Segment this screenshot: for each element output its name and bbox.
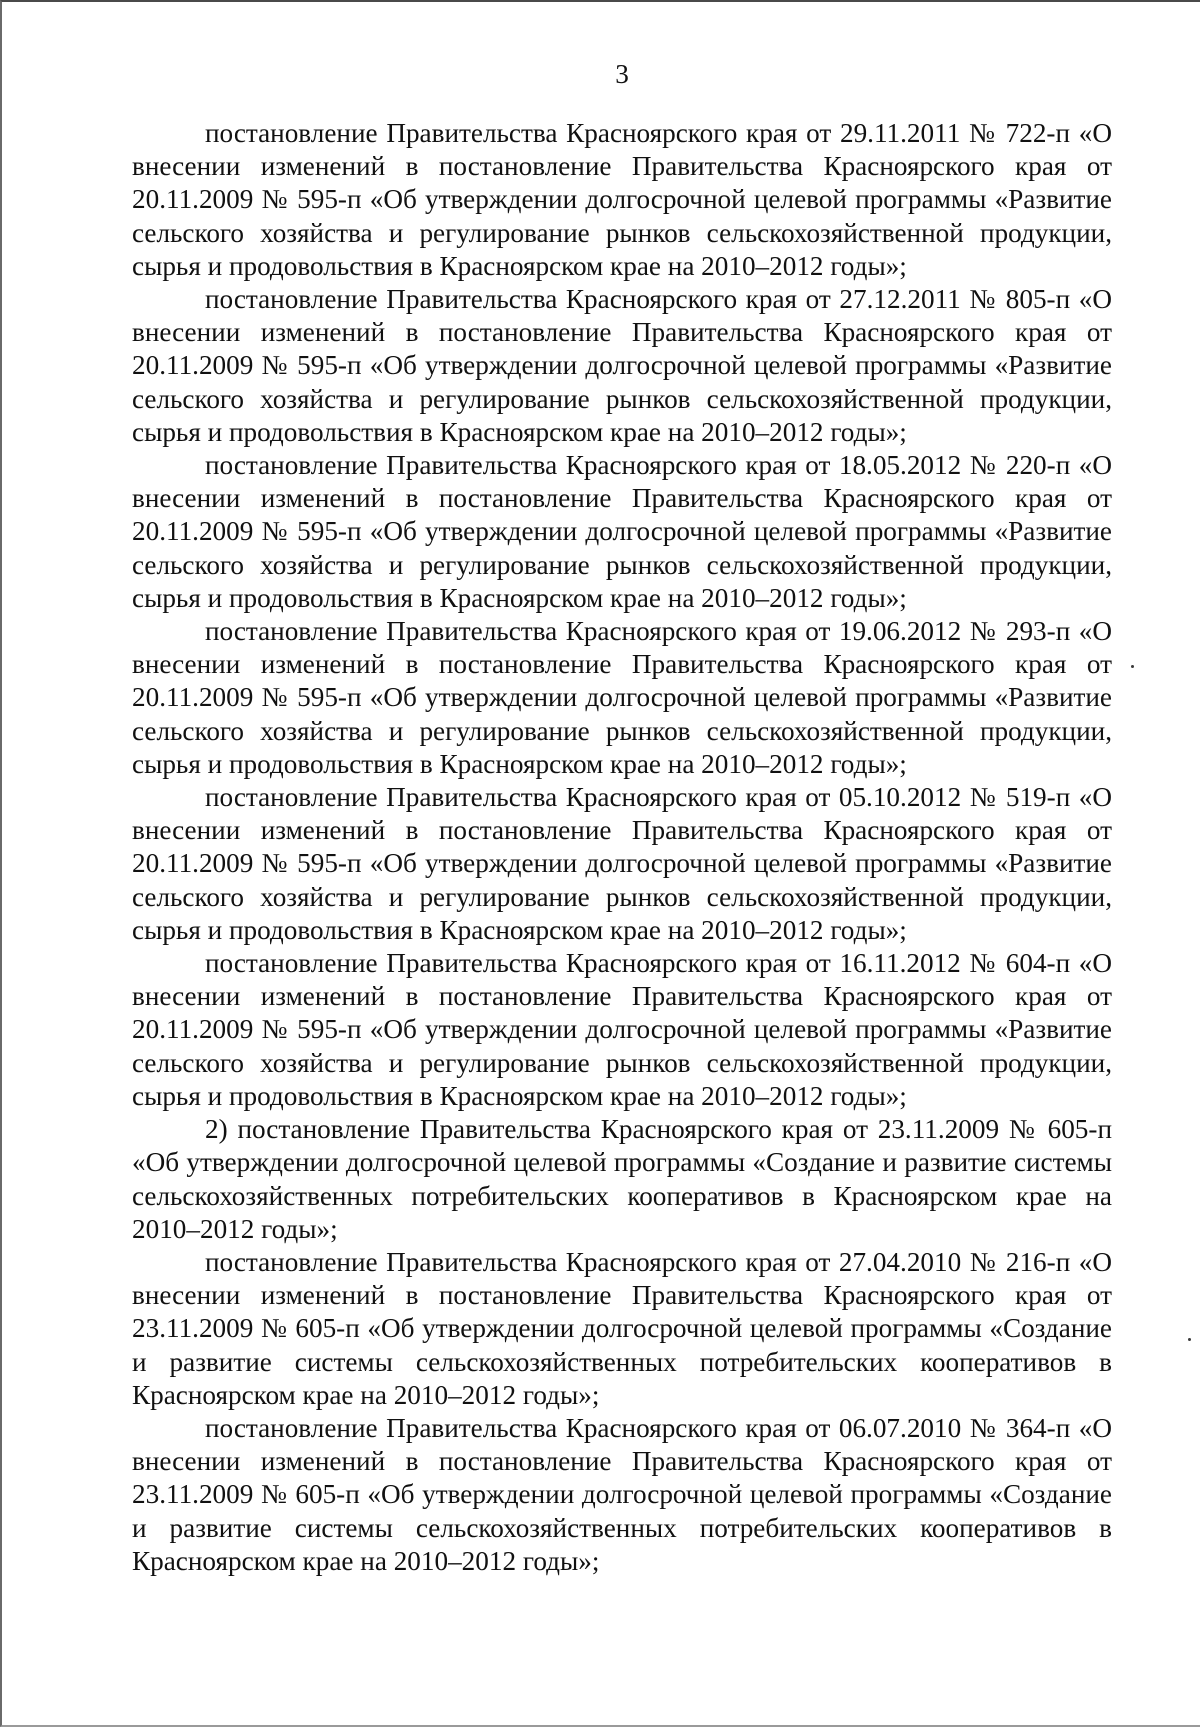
- page-number: 3: [615, 59, 629, 89]
- paragraph-item-2-resolution-605: 2) постановление Правительства Красноярского края от 23.11.2009 № 605-п «Об утверждении долгосрочной целевой программы «Создание и развитие системы сельскохозяйственных потребительских кооперативов в Красноярском крае на 2010–2012 годы»;: [132, 1114, 1112, 1244]
- paragraph-resolution-293: постановление Правительства Красноярского края от 19.06.2012 № 293-п «О внесении изменений в постановление Правительства Красноярского края от 20.11.2009 № 595-п «Об утверждении долгосрочной целевой программы «Развитие сельского хозяйства и регулирование рынков сельскохозяйственной продукции, сырья и продовольствия в Красноярском крае на 2010–2012 годы»;: [132, 616, 1112, 779]
- document-page: [132, 52, 1112, 1578]
- scan-speck: [1131, 665, 1134, 668]
- paragraph-resolution-364: постановление Правительства Красноярского края от 06.07.2010 № 364-п «О внесении изменений в постановление Правительства Красноярского края от 23.11.2009 № 605-п «Об утверждении долгосрочной целевой программы «Создание и развитие системы сельскохозяйственных потребительских кооперативов в Красноярском крае на 2010–2012 годы»;: [132, 1412, 1112, 1576]
- paragraph-resolution-805: постановление Правительства Красноярского края от 27.12.2011 № 805-п «О внесении изменений в постановление Правительства Красноярского края от 20.11.2009 № 595-п «Об утверждении долгосрочной целевой программы «Развитие сельского хозяйства и регулирование рынков сельскохозяйственной продукции, сырья и продовольствия в Красноярском крае на 2010–2012 годы»;: [132, 284, 1112, 447]
- scan-speck: [1188, 1338, 1191, 1341]
- paragraph-resolution-604: постановление Правительства Красноярского края от 16.11.2012 № 604-п «О внесении изменений в постановление Правительства Красноярского края от 20.11.2009 № 595-п «Об утверждении долгосрочной целевой программы «Развитие сельского хозяйства и регулирование рынков сельскохозяйственной продукции, сырья и продовольствия в Красноярском крае на 2010–2012 годы»;: [132, 948, 1112, 1111]
- paragraph-resolution-519: постановление Правительства Красноярского края от 05.10.2012 № 519-п «О внесении изменений в постановление Правительства Красноярского края от 20.11.2009 № 595-п «Об утверждении долгосрочной целевой программы «Развитие сельского хозяйства и регулирование рынков сельскохозяйственной продукции, сырья и продовольствия в Красноярском крае на 2010–2012 годы»;: [132, 782, 1112, 945]
- paragraph-resolution-216: постановление Правительства Красноярского края от 27.04.2010 № 216-п «О внесении изменений в постановление Правительства Красноярского края от 23.11.2009 № 605-п «Об утверждении долгосрочной целевой программы «Создание и развитие системы сельскохозяйственных потребительских кооперативов в Красноярском крае на 2010–2012 годы»;: [132, 1246, 1112, 1410]
- paragraph-resolution-220: постановление Правительства Красноярского края от 18.05.2012 № 220-п «О внесении изменений в постановление Правительства Красноярского края от 20.11.2009 № 595-п «Об утверждении долгосрочной целевой программы «Развитие сельского хозяйства и регулирование рынков сельскохозяйственной продукции, сырья и продовольствия в Красноярском крае на 2010–2012 годы»;: [132, 450, 1112, 613]
- paragraph-resolution-722: постановление Правительства Красноярского края от 29.11.2011 № 722-п «О внесении изменений в постановление Правительства Красноярского края от 20.11.2009 № 595-п «Об утверждении долгосрочной целевой программы «Развитие сельского хозяйства и регулирование рынков сельскохозяйственной продукции, сырья и продовольствия в Красноярском крае на 2010–2012 годы»;: [132, 118, 1112, 281]
